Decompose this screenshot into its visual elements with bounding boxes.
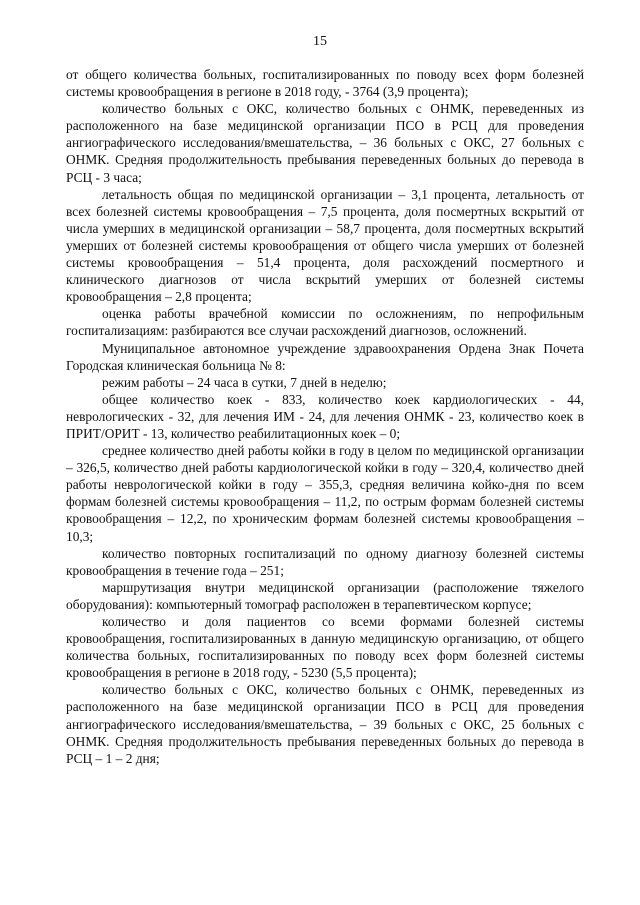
paragraph-11: количество и доля пациентов со всеми формами болезней системы кровообращения, госпитализированных в данную медицинскую организацию, от общего количества больных, госпитализированных по поводу всех форм болезней системы кровообращения в регионе в 2018 году, - 5230 (5,5 процента);	[66, 614, 584, 681]
paragraph-10: маршрутизация внутри медицинской организации (расположение тяжелого оборудования): компьютерный томограф расположен в терапевтическом корпусе;	[66, 579, 584, 612]
paragraph-6: режим работы – 24 часа в сутки, 7 дней в неделю;	[102, 374, 387, 390]
page-body	[66, 66, 584, 767]
paragraph-1: от общего количества больных, госпитализированных по поводу всех форм болезней системы кровообращения в регионе в 2018 году, - 3764 (3,9 процента);	[66, 67, 584, 100]
paragraph-12: количество больных с ОКС, количество больных с ОНМК, переведенных из расположенного на базе медицинской организации ПСО в РСЦ для проведения ангиографического исследования/вмешательства, – 39 больных с ОКС, 25 больных с ОНМК. Средняя продолжительность пребывания переведенных больных до перевода в РСЦ – 1 – 2 дня;	[66, 682, 584, 766]
paragraph-9: количество повторных госпитализаций по одному диагнозу болезней системы кровообращения в течение года – 251;	[66, 545, 584, 578]
page-number: 15	[313, 34, 327, 49]
paragraph-4: оценка работы врачебной комиссии по осложнениям, по непрофильным госпитализациям: разбираются все случаи расхождений диагнозов, осложнений.	[66, 306, 584, 339]
paragraph-5: Муниципальное автономное учреждение здравоохранения Ордена Знак Почета Городская клиническая больница № 8:	[66, 340, 584, 373]
paragraph-2: количество больных с ОКС, количество больных с ОНМК, переведенных из расположенного на базе медицинской организации ПСО в РСЦ для проведения ангиографического исследования/вмешательства, – 36 больных с ОКС, 27 больных с ОНМК. Средняя продолжительность пребывания переведенных больных до перевода в РСЦ - 3 часа;	[66, 101, 584, 185]
paragraph-7: общее количество коек - 833, количество коек кардиологических - 44, неврологических - 32, для лечения ИМ - 24, для лечения ОНМК - 23, количество коек в ПРИТ/ОРИТ - 13, количество реабилитационных коек – 0;	[66, 391, 584, 441]
paragraph-3: летальность общая по медицинской организации – 3,1 процента, летальность от всех болезней системы кровообращения – 7,5 процента, доля посмертных вскрытий от числа умерших в медицинской организации – 58,7 процента, доля посмертных вскрытий умерших от болезней системы кровообращения от общего числа умерших от болезней системы кровообращения – 51,4 процента, доля расхождений посмертного и клинического диагнозов от числа вскрытий умерших от болезней системы кровообращения – 2,8 процента;	[66, 186, 584, 305]
paragraph-8: среднее количество дней работы койки в году в целом по медицинской организации – 326,5, количество дней работы кардиологической койки в году – 320,4, количество дней работы неврологической койки в году – 355,3, средняя величина койко-дня по всем формам болезней системы кровообращения – 11,2, по острым формам болезней системы кровообращения – 12,2, по хроническим формам болезней системы кровообращения – 10,3;	[66, 443, 584, 544]
